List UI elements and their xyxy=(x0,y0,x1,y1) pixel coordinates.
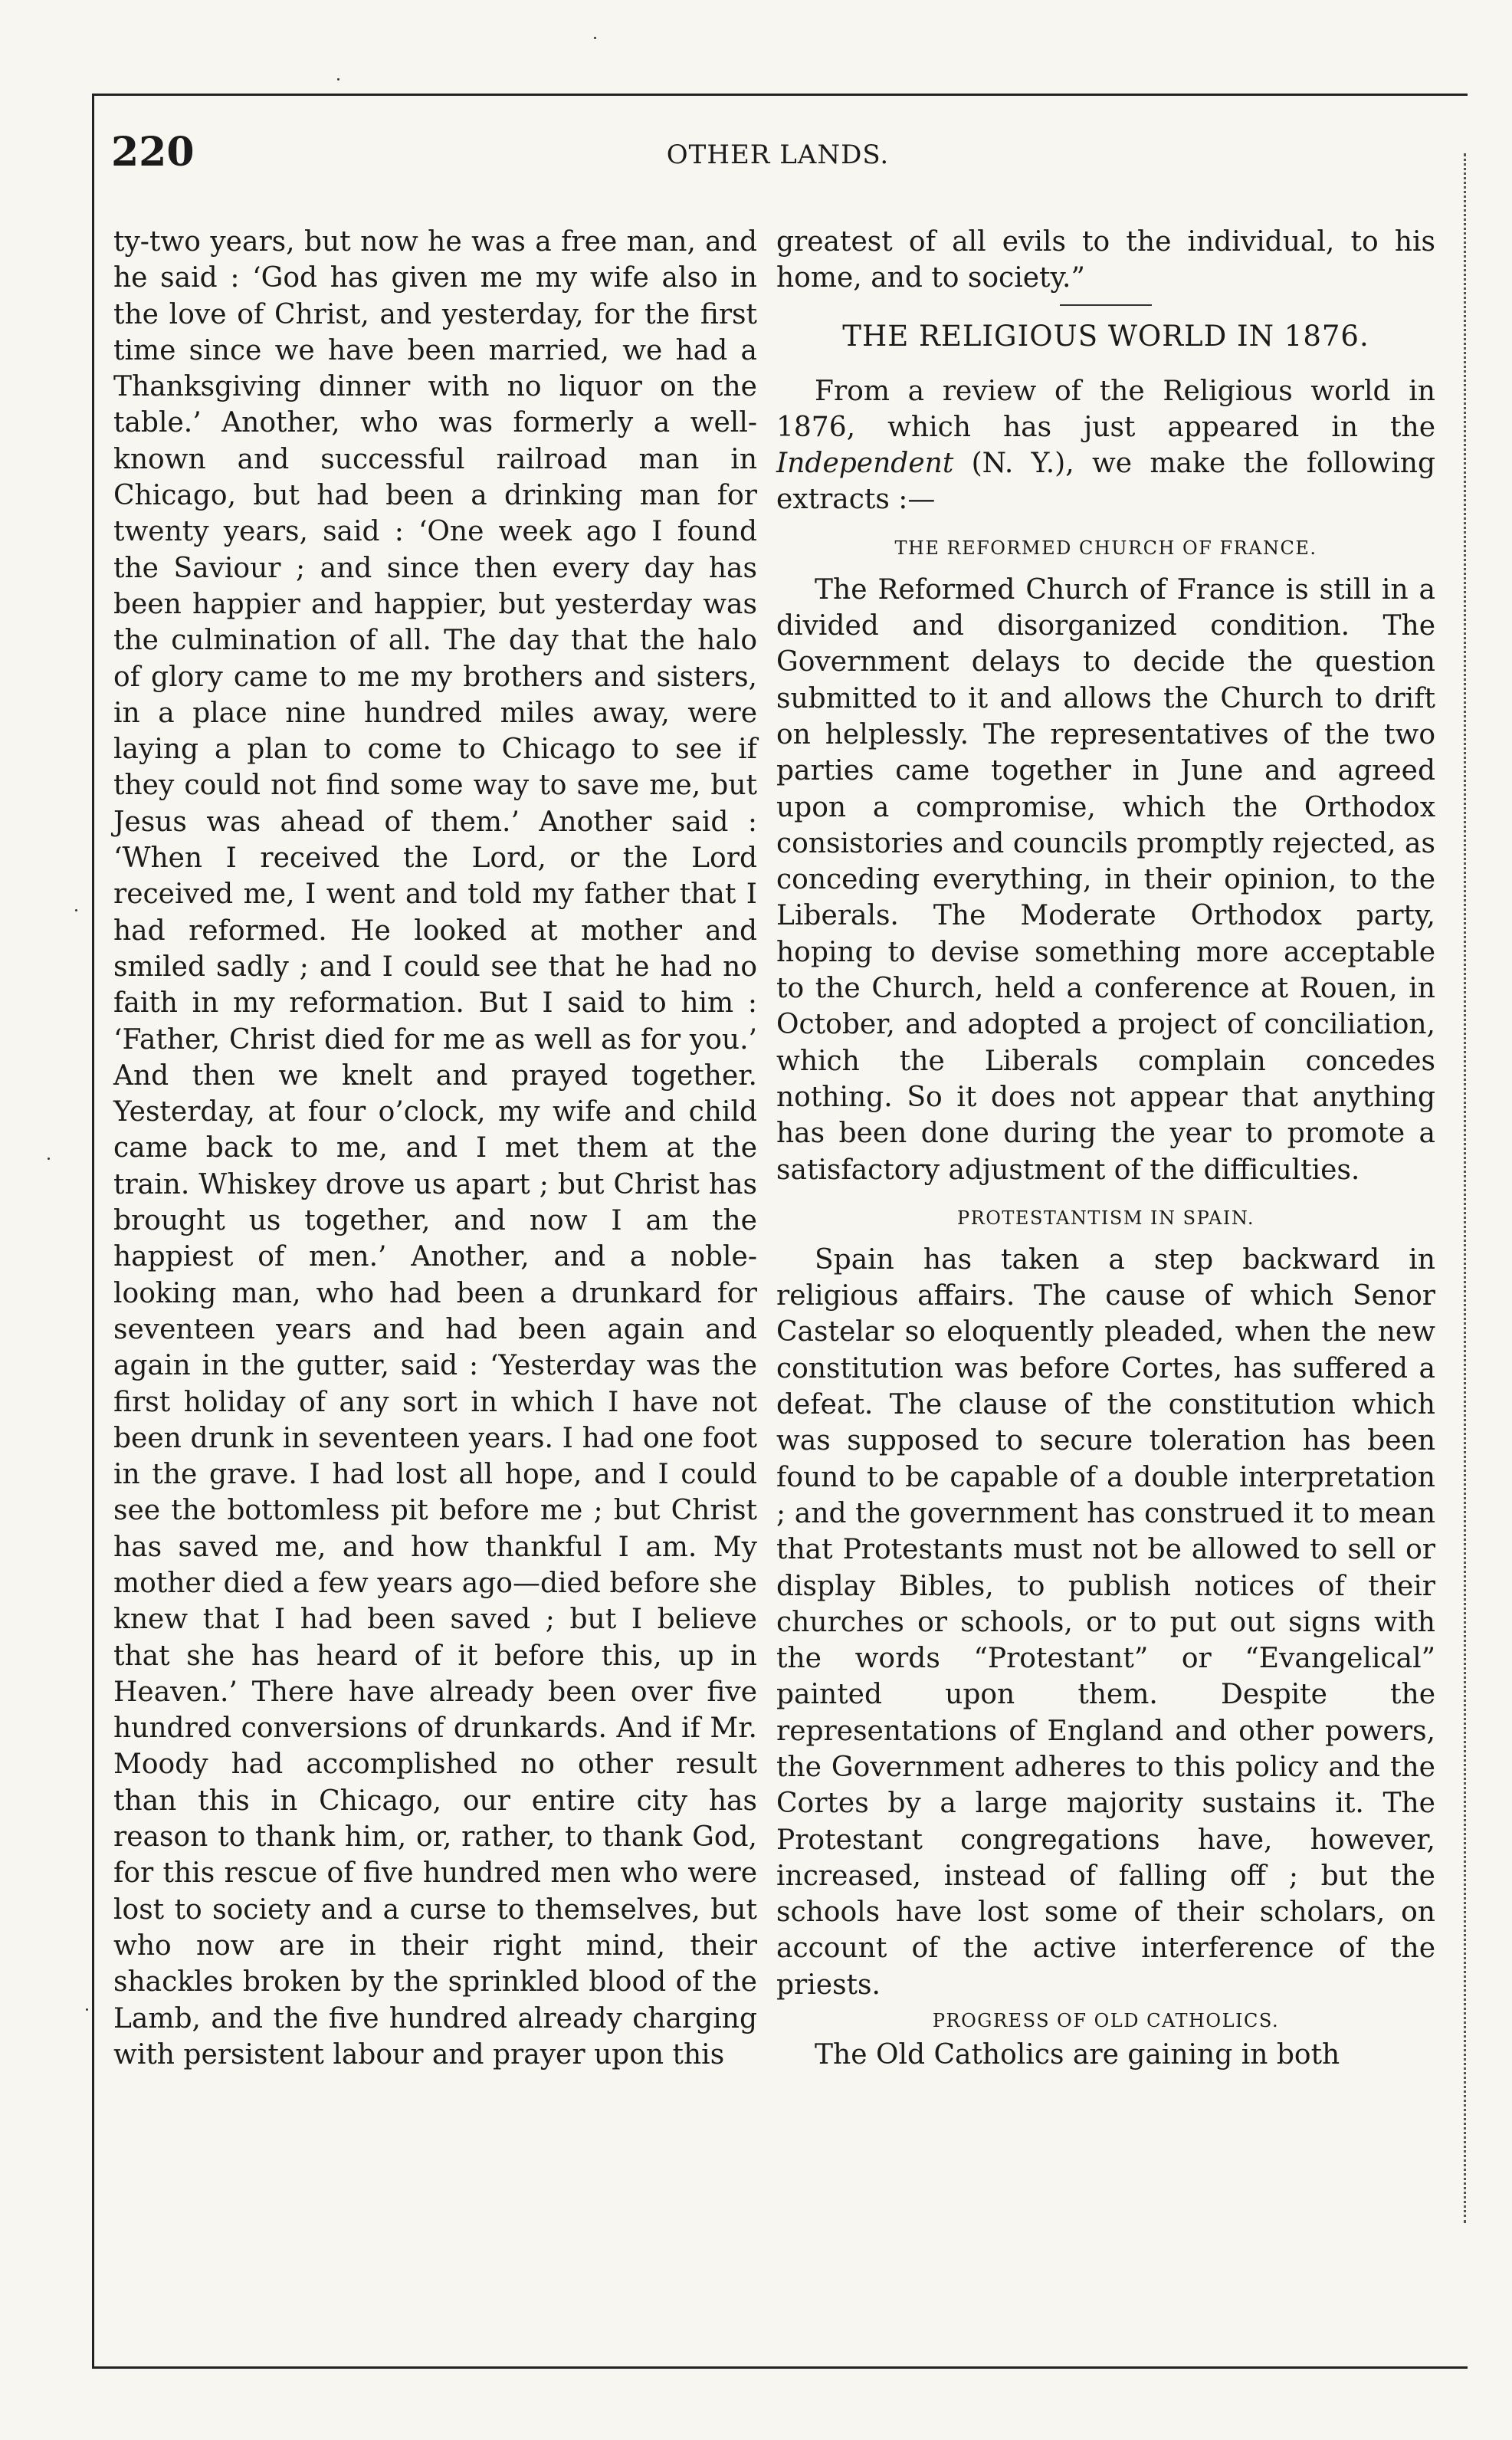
right-column xyxy=(776,224,1435,2073)
subheading-protestantism-spain: PROTESTANTISM IN SPAIN. xyxy=(957,1207,1255,1229)
paragraph-reformed-church-france: The Reformed Church of France is still in a divided and disorganized condition. The Government delays to decide the question submitted to it and allows the Church to drift on helplessly. The representatives of the two parties came together in June and agreed upon a compromise, which the Orthodox consistories and councils promptly rejected, as conceding everything, in their opinion, to the Liberals. The Moderate Orthodox party, hoping to devise something more acceptable to the Church, held a conference at Rouen, in October, and adopted a project of conciliation, which the Liberals complain concedes nothing. So it does not appear that anything has been done during the year to promote a satisfactory adjustment of the difficulties. xyxy=(776,573,1435,1186)
page-number: 220 xyxy=(111,129,195,176)
section-title: THE RELIGIOUS WORLD IN 1876. xyxy=(842,319,1369,353)
scan-speck xyxy=(75,909,77,911)
continuation-paragraph: greatest of all evils to the individual, to his home, and to society.” xyxy=(776,226,1435,294)
intro-text-end: (N. Y.), we make the following extracts :— xyxy=(776,448,1435,516)
page-frame-right-dotted-edge xyxy=(1464,153,1466,2223)
subheading-reformed-church-france: THE REFORMED CHURCH OF FRANCE. xyxy=(894,537,1317,559)
subheading-old-catholics: PROGRESS OF OLD CATHOLICS. xyxy=(932,2010,1280,2032)
intro-publication-name: Independent xyxy=(776,448,954,480)
intro-text-start: From a review of the Religious world in 1876, which has just appeared in the xyxy=(776,375,1435,443)
page-header xyxy=(111,129,1445,182)
paragraph-old-catholics: The Old Catholics are gaining in both xyxy=(815,2039,1340,2071)
paragraph-protestantism-spain: Spain has taken a step backward in religious affairs. The cause of which Senor Castelar so eloquently pleaded, when the new constitution was before Cortes, has suffered a defeat. The clause of the constitution which was supposed to secure toleration has been found to be capable of a double interpretation ; and the government has construed it to mean that Protestants must not be allowed to sell or display Bibles, to publish notices of their churches or schools, or to put out signs with the words “Protestant” or “Evangelical” painted upon them. Despite the representations of England and other powers, the Government adheres to this policy and the Cortes by a large majority sustains it. The Protestant congregations have, however, increased, instead of falling off ; but the schools have lost some of their scholars, on account of the active interference of the priests. xyxy=(776,1243,1435,2001)
page-frame-bottom-rule xyxy=(92,2366,1468,2369)
scan-speck xyxy=(86,2008,88,2011)
left-column-text: ty-two years, but now he was a free man, and he said : ‘God has given me my wife also in the love of Christ, and yesterday, for the first time since we have been married, we had a Thanksgiving dinner with no liquor on the table.’ Another, who was formerly a well-known and successful railroad man in Chicago, but had been a drinking man for twenty years, said : ‘One week ago I found the Saviour ; and since then every day has been happier and happier, but yesterday was the culmination of all. The day that the halo of glory came to me my brothers and sisters, in a place nine hundred miles away, were laying a plan to come to Chicago to see if they could not find some way to save me, but Jesus was ahead of them.’ Another said : ‘When I received the Lord, or the Lord received me, I went and told my father that I had reformed. He looked at mother and smiled sadly ; and I could see that he had no faith in my reformation. But I said to him : ‘Father, Christ died for me as well as for you.’ And then we knelt and prayed together. Yesterday, at four o’clock, my wife and child came back to me, and I met them at the train. Whiskey drove us apart ; but Christ has brought us together, and now I am the happiest of men.’ Another, and a noble-looking man, who had been a drunkard for seventeen years and had been again and again in the gutter, said : ‘Yesterday was the first holiday of any sort in which I have not been drunk in seventeen years. I had one foot in the grave. I had lost all hope, and I could see the bottomless pit before me ; but Christ has saved me, and how thankful I am. My mother died a few years ago—died before she knew that I had been saved ; but I believe that she has heard of it before this, up in Heaven.’ There have already been over five hundred conversions of drunkards. And if Mr. Moody had accomplished no other result than this in Chicago, our entire city has reason to thank him, or, rather, to thank God, for this rescue of five hundred men who were lost to society and a curse to themselves, but who now are in their right mind, their shackles broken by the sprinkled blood of the Lamb, and the five hundred already charging with persistent labour and prayer upon this xyxy=(113,226,757,2071)
scan-speck xyxy=(337,78,339,80)
scan-speck xyxy=(48,1158,50,1160)
scan-speck xyxy=(594,37,596,39)
intro-paragraph xyxy=(776,373,1435,518)
page-frame-top-rule xyxy=(92,94,1468,96)
left-column xyxy=(113,224,757,2073)
running-head: OTHER LANDS. xyxy=(666,140,890,170)
page-frame-left-rule xyxy=(92,94,94,2366)
section-divider xyxy=(1060,304,1152,306)
